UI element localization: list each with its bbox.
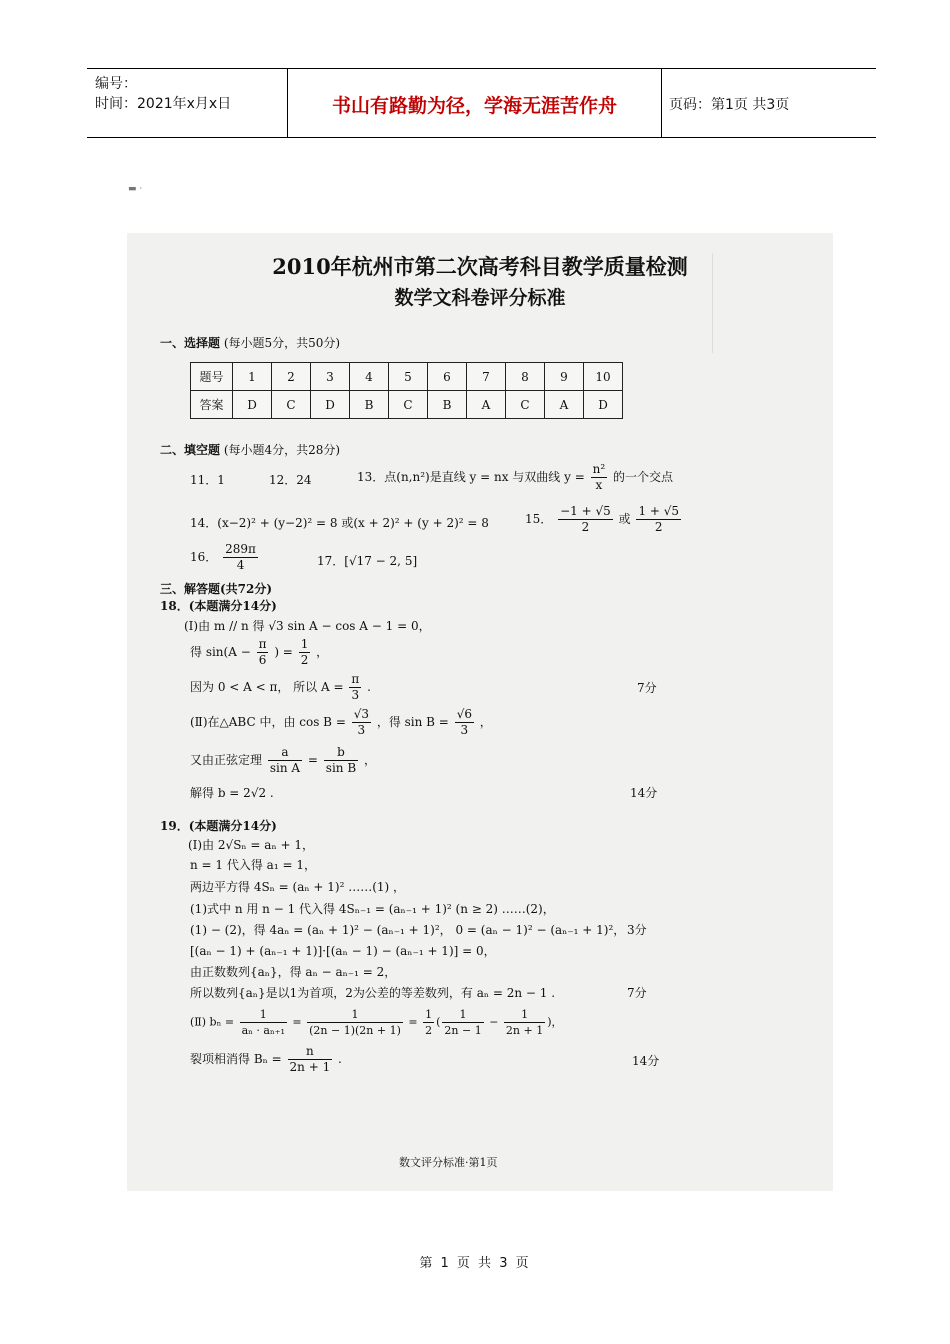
- page-footer: 第 1 页 共 3 页: [419, 1256, 531, 1271]
- motto: 书山有路勤为径，学海无涯苦作舟: [331, 95, 617, 117]
- header-page-cell: [661, 69, 876, 137]
- p19-line3: 两边平方得 4Sₙ = (aₙ + 1)² ……(1) ，: [190, 880, 406, 894]
- p19-line2: n = 1 代入得 a₁ = 1，: [190, 858, 316, 872]
- section3-heading: 三、解答题(共72分): [160, 582, 273, 596]
- p19-line1: (Ⅰ)由 2√Sₙ = aₙ + 1，: [188, 838, 314, 852]
- p19-score-1: 3分: [627, 923, 647, 937]
- question-number-cell: 3: [311, 363, 350, 391]
- p18-line5: 又由正弦定理 $\frac{a}{\text{sin A}}$ = $\frac{b}{\text{sin B}}$ ，: [190, 745, 376, 775]
- scanned-page: [127, 233, 833, 1191]
- answer-table-row-answers: [191, 391, 623, 419]
- question-number-cell: 5: [389, 363, 428, 391]
- scan-page-footer: 数文评分标准·第1页: [399, 1156, 498, 1169]
- p19-line7: 由正数数列{aₙ}，得 aₙ − aₙ₋₁ = 2，: [190, 965, 397, 979]
- table-header-cell: 答案: [191, 391, 233, 419]
- p19-line9: (Ⅱ) bₙ = $\frac{1}{\text{aₙ · aₙ₊₁}}$ = $\frac{1}{(2n - 1)(2n + 1)}$ = $\frac{1}{2}$ ( $\frac{1}{2n - 1}$ − $\frac{1}{2n + 1}$ )，: [190, 1008, 563, 1037]
- answer-11: 11．1: [190, 473, 225, 487]
- answer-table: [190, 362, 623, 419]
- number-label: 编号：: [95, 76, 137, 92]
- section1-heading: 一、选择题 (每小题5分，共50分): [160, 336, 341, 350]
- answer-cell: A: [545, 391, 584, 419]
- answer-17: 17．[√17 − 2, 5]: [317, 554, 418, 568]
- p18-line2: 得 sin(A − $\frac{\pi}{6}$ ) = $\frac{1}{2}$ ，: [190, 637, 329, 667]
- p19-line6: [(aₙ − 1) + (aₙ₋₁ + 1)]·[(aₙ − 1) − (aₙ₋₁ + 1)] = 0，: [190, 944, 496, 958]
- page-label: 页码：第1页 共3页: [669, 97, 790, 113]
- question-number-cell: 9: [545, 363, 584, 391]
- answer-13: 13．点(n,n²)是直线 y = nx 与双曲线 y = $\frac{\text{n²}}{x}$ 的一个交点: [357, 462, 673, 492]
- section2-heading: 二、填空题 (每小题4分，共28分): [160, 443, 341, 457]
- question-number-cell: 2: [272, 363, 311, 391]
- document-header: [87, 68, 876, 138]
- question-number-cell: 7: [467, 363, 506, 391]
- answer-15: 15． $\frac{-1 + √5}{2}$ 或 $\frac{1 + √5}{2}$: [525, 504, 680, 534]
- p19-score-2: 7分: [627, 986, 647, 1000]
- question-number-cell: 8: [506, 363, 545, 391]
- p18-line4: (Ⅱ)在△ABC 中，由 cos B = $\frac{√3}{3}$ ，得 sin B = $\frac{√6}{3}$ ，: [190, 707, 492, 737]
- answer-cell: C: [389, 391, 428, 419]
- answer-16: 16． $\frac{289\pi}{4}$: [190, 542, 256, 572]
- question-number-cell: 10: [584, 363, 623, 391]
- answer-cell: D: [233, 391, 272, 419]
- answer-cell: D: [584, 391, 623, 419]
- answer-cell: D: [311, 391, 350, 419]
- p19-line8: 所以数列{aₙ}是以1为首项，2为公差的等差数列，有 aₙ = 2n − 1 .: [190, 986, 556, 1000]
- answer-cell: C: [506, 391, 545, 419]
- question-number-cell: 1: [233, 363, 272, 391]
- answer-cell: B: [350, 391, 389, 419]
- doc-subtitle: 数学文科卷评分标准: [394, 287, 566, 309]
- answer-cell: B: [428, 391, 467, 419]
- p19-line4: (1)式中 n 用 n − 1 代入得 4Sₙ₋₁ = (aₙ₋₁ + 1)² (n ≥ 2) ……(2)，: [190, 902, 555, 916]
- answer-cell: A: [467, 391, 506, 419]
- p18-line3: 因为 0 < A < π， 所以 A = $\frac{\pi}{3}$ .: [190, 672, 371, 702]
- p19-line5: (1) − (2)，得 4aₙ = (aₙ + 1)² − (aₙ₋₁ + 1)²， 0 = (aₙ − 1)² − (aₙ₋₁ + 1)²，: [190, 923, 626, 937]
- header-meta-cell: [87, 69, 287, 137]
- scan-mark: ▬ ·: [128, 184, 143, 194]
- p19-line10: 裂项相消得 Bₙ = $\frac{n}{2n + 1}$ .: [190, 1044, 342, 1074]
- p18-score-1: 7分: [637, 681, 657, 695]
- answer-cell: C: [272, 391, 311, 419]
- answer-14: 14．(x−2)² + (y−2)² = 8 或(x + 2)² + (y + 2)² = 8: [190, 516, 489, 530]
- time-label: 时间：2021年x月x日: [95, 96, 232, 112]
- header-motto-cell: [287, 69, 662, 137]
- problem19-heading: 19．(本题满分14分): [160, 819, 277, 833]
- problem18-heading: 18．(本题满分14分): [160, 599, 277, 613]
- question-number-cell: 6: [428, 363, 467, 391]
- p19-score-3: 14分: [632, 1054, 660, 1068]
- answer-12: 12．24: [269, 473, 312, 487]
- table-header-cell: 题号: [191, 363, 233, 391]
- p18-score-2: 14分: [630, 786, 658, 800]
- doc-title: 2010年杭州市第二次高考科目教学质量检测: [272, 254, 688, 279]
- p18-line1: (Ⅰ)由 m // n 得 √3 sin A − cos A − 1 = 0，: [184, 619, 431, 633]
- p18-line6: 解得 b = 2√2 .: [190, 786, 274, 800]
- answer-table-row-numbers: [191, 363, 623, 391]
- question-number-cell: 4: [350, 363, 389, 391]
